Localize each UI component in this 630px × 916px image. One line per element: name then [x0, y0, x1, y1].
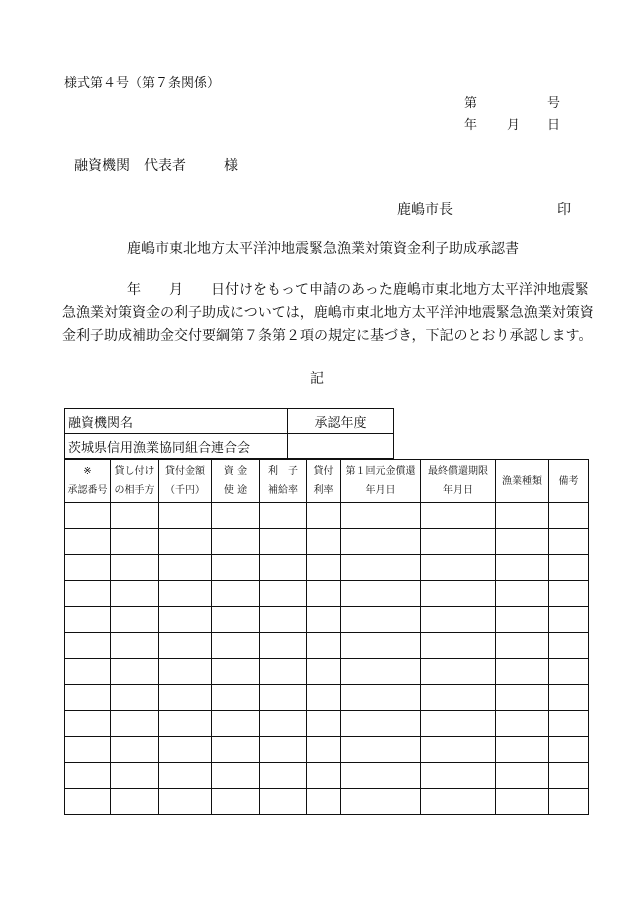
- table-cell: [159, 659, 212, 685]
- table-cell: [496, 659, 549, 685]
- addressee: 融資機関 代表者: [74, 158, 186, 174]
- addressee-honorific: 様: [224, 158, 238, 174]
- table-cell: [159, 581, 212, 607]
- institution-value: 茨城県信用漁業協同組合連合会: [65, 434, 288, 459]
- header-approval-number: ※ 承認番号: [65, 460, 111, 503]
- table-cell: [307, 503, 341, 529]
- table-cell: [307, 607, 341, 633]
- header-borrower: 貸し付け の相手方: [111, 460, 159, 503]
- table-cell: [549, 607, 589, 633]
- table-cell: [341, 685, 421, 711]
- table-cell: [111, 711, 159, 737]
- table-cell: [260, 555, 307, 581]
- table-cell: [212, 685, 260, 711]
- table-cell: [260, 607, 307, 633]
- table-row: [65, 581, 589, 607]
- table-cell: [111, 789, 159, 815]
- table-cell: [260, 503, 307, 529]
- table-cell: [549, 789, 589, 815]
- table-cell: [549, 711, 589, 737]
- table-cell: [111, 763, 159, 789]
- date-year: 年: [464, 118, 478, 133]
- table-cell: [496, 607, 549, 633]
- header-fund-use: 資 金 使 途: [212, 460, 260, 503]
- table-cell: [212, 763, 260, 789]
- table-cell: [421, 555, 496, 581]
- table-row: [65, 789, 589, 815]
- table-cell: [549, 555, 589, 581]
- table-cell: [307, 659, 341, 685]
- table-cell: [496, 763, 549, 789]
- table-cell: [159, 789, 212, 815]
- table-cell: [549, 685, 589, 711]
- date-month: 月: [507, 118, 521, 133]
- table-row: [65, 763, 589, 789]
- table-cell: [159, 737, 212, 763]
- body-line-1: 年 月 日付けをもって申請のあった鹿嶋市東北地方太平洋沖地震緊: [127, 282, 589, 298]
- table-row: [65, 633, 589, 659]
- table-cell: [421, 763, 496, 789]
- table-cell: [65, 789, 111, 815]
- table-row: [65, 685, 589, 711]
- table-cell: [159, 529, 212, 555]
- table-cell: [111, 503, 159, 529]
- table-cell: [260, 711, 307, 737]
- table-cell: [496, 633, 549, 659]
- table-cell: [260, 737, 307, 763]
- table-cell: [65, 607, 111, 633]
- table-cell: [307, 737, 341, 763]
- table-cell: [549, 737, 589, 763]
- table-cell: [307, 581, 341, 607]
- document-number-suffix: 号: [547, 96, 561, 111]
- table-cell: [421, 581, 496, 607]
- table-cell: [421, 503, 496, 529]
- table-cell: [496, 555, 549, 581]
- table-cell: [549, 503, 589, 529]
- table-cell: [212, 737, 260, 763]
- table-cell: [159, 633, 212, 659]
- table-cell: [421, 607, 496, 633]
- issuer-name: 鹿嶋市長: [397, 202, 453, 218]
- header-first-repayment-date: 第１回元金償還 年月日: [341, 460, 421, 503]
- ki-heading: 記: [310, 371, 324, 387]
- body-line-3: 金利子助成補助金交付要綱第７条第２項の規定に基づき，下記のとおり承認します。: [62, 328, 593, 344]
- table-row: [65, 737, 589, 763]
- table-cell: [307, 685, 341, 711]
- table-cell: [341, 581, 421, 607]
- table-cell: [341, 503, 421, 529]
- table-cell: [549, 581, 589, 607]
- table-cell: [159, 685, 212, 711]
- table-cell: [341, 529, 421, 555]
- table-cell: [496, 685, 549, 711]
- header-final-repayment-date: 最終償還期限 年月日: [421, 460, 496, 503]
- table-cell: [111, 659, 159, 685]
- table-cell: [260, 633, 307, 659]
- form-number: 様式第４号（第７条関係）: [64, 76, 221, 91]
- table-cell: [549, 659, 589, 685]
- table-cell: [212, 503, 260, 529]
- table-cell: [65, 555, 111, 581]
- table-header-row: [65, 460, 589, 503]
- table-cell: [260, 659, 307, 685]
- table-cell: [212, 555, 260, 581]
- table-cell: [212, 659, 260, 685]
- table-cell: [65, 581, 111, 607]
- table-cell: [65, 685, 111, 711]
- header-loan-amount: 貸付金額 （千円）: [159, 460, 212, 503]
- table-cell: [421, 737, 496, 763]
- table-cell: [341, 633, 421, 659]
- date-day: 日: [547, 118, 561, 133]
- table-cell: [212, 633, 260, 659]
- table-cell: [421, 633, 496, 659]
- table-cell: [341, 555, 421, 581]
- issuer-seal: 印: [557, 202, 571, 218]
- table-cell: [212, 789, 260, 815]
- table-row: [65, 555, 589, 581]
- table-cell: [341, 659, 421, 685]
- table-cell: [496, 789, 549, 815]
- approval-year-value: [288, 434, 394, 459]
- table-cell: [159, 763, 212, 789]
- table-cell: [496, 503, 549, 529]
- table-cell: [341, 607, 421, 633]
- table-cell: [212, 529, 260, 555]
- header-interest-subsidy-rate: 利 子 補給率: [260, 460, 307, 503]
- table-cell: [111, 529, 159, 555]
- table-cell: [260, 789, 307, 815]
- table-cell: [496, 711, 549, 737]
- table-cell: [549, 763, 589, 789]
- document-title: 鹿嶋市東北地方太平洋沖地震緊急漁業対策資金利子助成承認書: [127, 241, 519, 257]
- table-cell: [65, 737, 111, 763]
- approval-year-label: 承認年度: [288, 409, 394, 434]
- table-cell: [65, 633, 111, 659]
- table-cell: [496, 581, 549, 607]
- table-cell: [260, 581, 307, 607]
- table-cell: [111, 737, 159, 763]
- table-cell: [549, 633, 589, 659]
- table-cell: [111, 555, 159, 581]
- table-cell: [212, 581, 260, 607]
- table-cell: [421, 711, 496, 737]
- table-cell: [260, 685, 307, 711]
- table-row: [65, 711, 589, 737]
- table-cell: [212, 607, 260, 633]
- table-cell: [307, 711, 341, 737]
- table-cell: [260, 763, 307, 789]
- table-row: [65, 659, 589, 685]
- institution-label: 融資機関名: [65, 409, 288, 434]
- document-number-prefix: 第: [464, 96, 478, 111]
- table-cell: [159, 555, 212, 581]
- table-cell: [421, 685, 496, 711]
- table-cell: [212, 711, 260, 737]
- table-cell: [111, 633, 159, 659]
- table-cell: [65, 659, 111, 685]
- table-cell: [341, 789, 421, 815]
- body-line-2: 急漁業対策資金の利子助成については，鹿嶋市東北地方太平洋沖地震緊急漁業対策資: [62, 305, 594, 321]
- institution-table: [64, 408, 394, 459]
- table-cell: [65, 763, 111, 789]
- header-fishery-type: 漁業種類: [496, 460, 549, 503]
- table-cell: [341, 763, 421, 789]
- table-cell: [341, 711, 421, 737]
- table-cell: [65, 503, 111, 529]
- table-cell: [307, 633, 341, 659]
- table-cell: [159, 503, 212, 529]
- table-cell: [159, 607, 212, 633]
- table-cell: [307, 555, 341, 581]
- table-cell: [421, 529, 496, 555]
- header-remarks: 備考: [549, 460, 589, 503]
- table-cell: [307, 763, 341, 789]
- table-cell: [421, 659, 496, 685]
- table-cell: [341, 737, 421, 763]
- table-row: [65, 503, 589, 529]
- table-cell: [111, 685, 159, 711]
- table-cell: [260, 529, 307, 555]
- table-row: [65, 529, 589, 555]
- table-cell: [421, 789, 496, 815]
- table-cell: [65, 711, 111, 737]
- table-cell: [307, 529, 341, 555]
- table-cell: [496, 529, 549, 555]
- table-cell: [65, 529, 111, 555]
- table-cell: [111, 581, 159, 607]
- table-cell: [307, 789, 341, 815]
- header-loan-rate: 貸付 利率: [307, 460, 341, 503]
- table-cell: [159, 711, 212, 737]
- table-row: [65, 607, 589, 633]
- table-cell: [111, 607, 159, 633]
- table-cell: [496, 737, 549, 763]
- table-cell: [549, 529, 589, 555]
- approval-table: [64, 459, 589, 815]
